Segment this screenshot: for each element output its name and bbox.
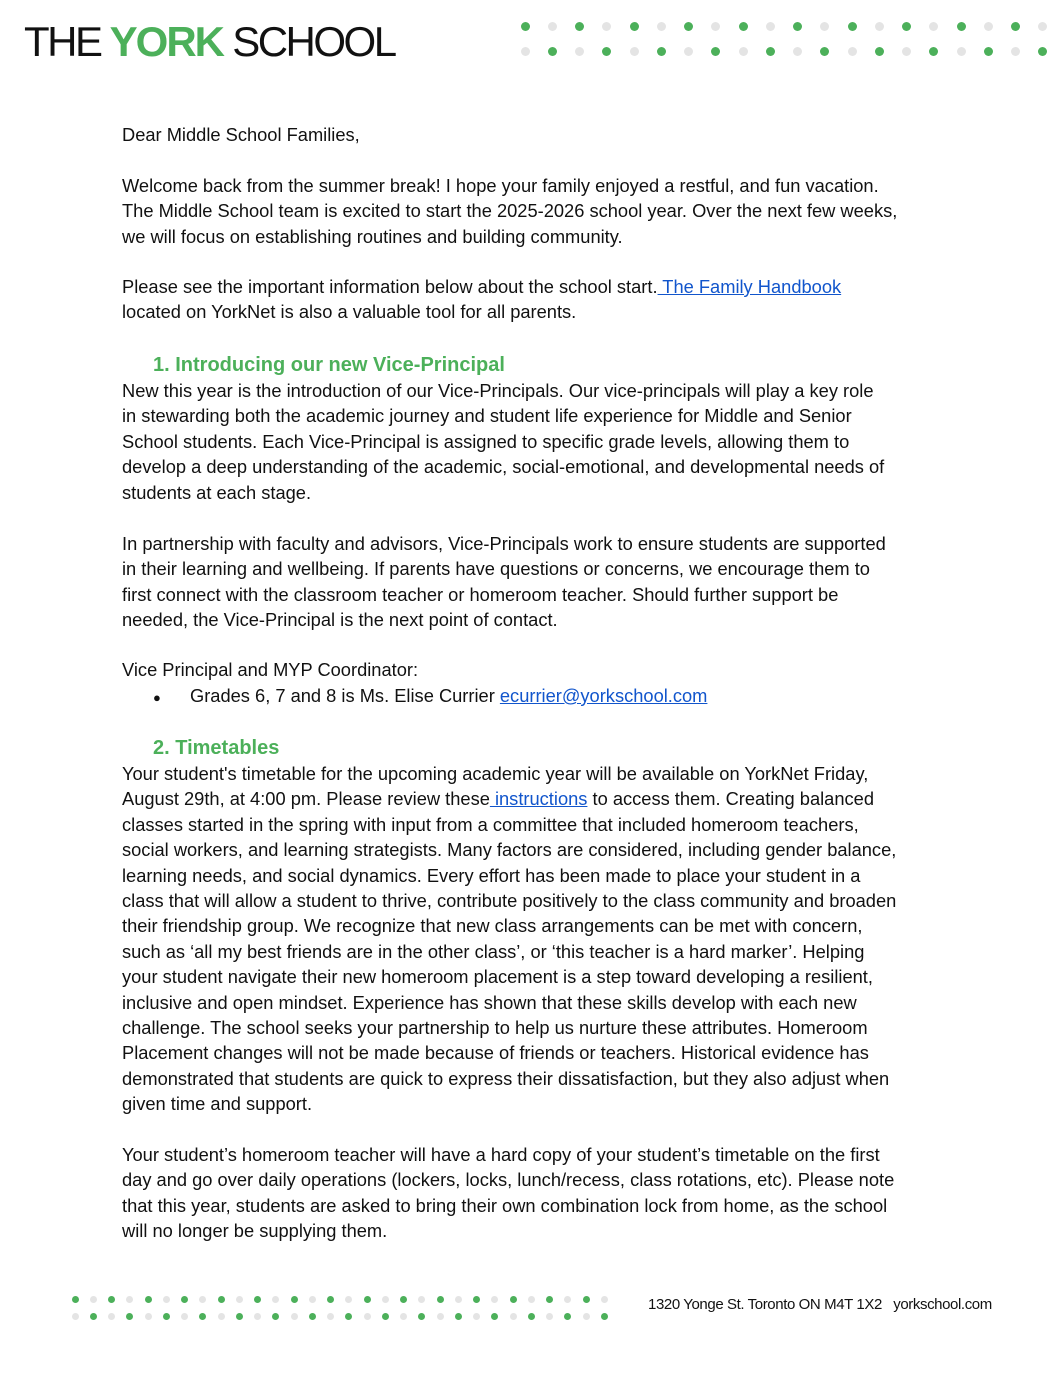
dot <box>510 1296 517 1303</box>
dot <box>145 1296 152 1303</box>
dot <box>236 1313 243 1320</box>
dot <box>291 1313 298 1320</box>
dot <box>364 1296 371 1303</box>
dot <box>455 1313 462 1320</box>
text-line: in stewarding both the academic journey and student life experience for Middle and Senior <box>122 405 852 427</box>
school-logo <box>24 18 395 66</box>
dot <box>583 1313 590 1320</box>
logo-brand: YORK <box>109 18 224 65</box>
family-handbook-link[interactable]: The Family Handbook <box>657 276 842 297</box>
dot <box>902 47 911 56</box>
dot <box>929 47 938 56</box>
logo-text: SCHOOL <box>223 18 395 65</box>
homeroom-paragraph <box>122 1142 894 1244</box>
text-line: day and go over daily operations (lockers, locks, lunch/recess, class rotations, etc). Please note <box>122 1169 895 1191</box>
text-line: such as ‘all my best friends are in the other class’, or ‘this teacher is a hard marker’. Helping <box>122 940 865 962</box>
dot <box>575 22 584 31</box>
text-line: first connect with the classroom teacher or homeroom teacher. Should further support be <box>122 583 839 605</box>
dot <box>199 1296 206 1303</box>
text-line: learning needs, and social dynamics. Every effort has been made to place your student in a <box>122 864 861 886</box>
dot <box>1038 22 1047 31</box>
dot <box>601 1313 608 1320</box>
text-line: Welcome back from the summer break! I hope your family enjoyed a restful, and fun vacation. <box>122 175 879 196</box>
dot <box>820 47 829 56</box>
dot <box>583 1296 590 1303</box>
dot <box>309 1313 316 1320</box>
dot <box>126 1296 133 1303</box>
dot <box>72 1313 79 1320</box>
text-line: your student navigate their new homeroom placement is a step toward developing a resilient, <box>122 966 873 988</box>
dot <box>327 1313 334 1320</box>
dot <box>820 22 829 31</box>
dot <box>564 1296 571 1303</box>
logo-text: THE <box>24 18 110 65</box>
dot <box>272 1296 279 1303</box>
text-line: The Middle School team is excited to start the 2025-2026 school year. Over the next few weeks, <box>122 200 898 222</box>
dot <box>418 1313 425 1320</box>
dot <box>291 1296 298 1303</box>
dot <box>254 1313 261 1320</box>
dot <box>382 1296 389 1303</box>
bullet-item <box>153 683 707 710</box>
dot <box>564 1313 571 1320</box>
dot <box>1038 47 1047 56</box>
text: Grades 6, 7 and 8 is Ms. Elise Currier <box>190 685 500 706</box>
text-line: students at each stage. <box>122 481 312 503</box>
dot <box>126 1313 133 1320</box>
dot <box>546 1313 553 1320</box>
dot <box>145 1313 152 1320</box>
section-heading-vice-principal: 1. Introducing our new Vice-Principal <box>153 354 505 376</box>
dot <box>739 22 748 31</box>
dot <box>875 47 884 56</box>
dot <box>418 1296 425 1303</box>
dot <box>400 1296 407 1303</box>
dot <box>345 1313 352 1320</box>
dot <box>236 1296 243 1303</box>
text: August 29th, at 4:00 pm. Please review these <box>122 788 490 810</box>
text-line: needed, the Vice-Principal is the next point of contact. <box>122 609 558 631</box>
dot <box>548 22 557 31</box>
text-line: Placement changes will not be made because of friends or teachers. Historical evidence has <box>122 1042 869 1064</box>
dot <box>473 1296 480 1303</box>
text-line: challenge. The school seeks your partnership to help us nurture these attributes. Homeroom <box>122 1016 868 1038</box>
dot <box>711 47 720 56</box>
dot <box>181 1313 188 1320</box>
dot <box>684 22 693 31</box>
dot <box>473 1313 480 1320</box>
vice-principal-paragraph <box>122 378 884 505</box>
dot <box>528 1313 535 1320</box>
footer-contact <box>648 1296 992 1313</box>
dot <box>90 1296 97 1303</box>
text-line: Your student's timetable for the upcoming academic year will be available on YorkNet Friday, <box>122 763 869 784</box>
text-line: Your student’s homeroom teacher will have a hard copy of your student’s timetable on the first <box>122 1144 880 1165</box>
dot <box>272 1313 279 1320</box>
greeting: Dear Middle School Families, <box>122 124 360 145</box>
dot <box>684 47 693 56</box>
dot <box>163 1313 170 1320</box>
text-line: located on YorkNet is also a valuable tool for all parents. <box>122 301 577 323</box>
dot <box>510 1313 517 1320</box>
dot <box>491 1313 498 1320</box>
dot <box>199 1313 206 1320</box>
dot <box>957 47 966 56</box>
dot <box>848 47 857 56</box>
dot <box>548 47 557 56</box>
dot <box>437 1313 444 1320</box>
dot <box>218 1313 225 1320</box>
dot <box>902 22 911 31</box>
text-line: their friendship group. We recognize that new class arrangements can be met with concern, <box>122 915 863 937</box>
bullet-icon: ● <box>153 690 161 705</box>
text-line: In partnership with faculty and advisors, Vice-Principals work to ensure students are supported <box>122 533 886 554</box>
dot <box>521 22 530 31</box>
dot <box>848 22 857 31</box>
dot <box>657 47 666 56</box>
dot <box>364 1313 371 1320</box>
dot <box>793 22 802 31</box>
dot <box>766 47 775 56</box>
dot <box>957 22 966 31</box>
text-line: we will focus on establishing routines and building community. <box>122 225 623 247</box>
dot <box>491 1296 498 1303</box>
dot <box>345 1296 352 1303</box>
dot <box>766 22 775 31</box>
dot <box>1011 47 1020 56</box>
dot <box>602 47 611 56</box>
vp-label: Vice Principal and MYP Coordinator: <box>122 659 419 680</box>
dot <box>793 47 802 56</box>
dot <box>984 22 993 31</box>
text-line: social workers, and learning strategists. Many factors are considered, including gender balance, <box>122 839 897 861</box>
dot <box>875 22 884 31</box>
dot <box>601 1296 608 1303</box>
dot <box>163 1296 170 1303</box>
text-line: will no longer be supplying them. <box>122 1220 388 1242</box>
text-line: School students. Each Vice-Principal is assigned to specific grade levels, allowing them to <box>122 430 850 452</box>
dot <box>327 1296 334 1303</box>
dot <box>521 47 530 56</box>
text: to access them. Creating balanced <box>587 788 874 810</box>
text-line: classes started in the spring with input from a committee that included homeroom teachers, <box>122 813 859 835</box>
instructions-link[interactable]: instructions <box>489 788 588 810</box>
dot <box>528 1296 535 1303</box>
dot <box>575 47 584 56</box>
handbook-paragraph <box>122 274 841 325</box>
dot <box>711 22 720 31</box>
dot <box>181 1296 188 1303</box>
dot <box>602 22 611 31</box>
dot <box>739 47 748 56</box>
dot <box>309 1296 316 1303</box>
dot <box>218 1296 225 1303</box>
text-line: New this year is the introduction of our Vice-Principals. Our vice-principals will play a key role <box>122 380 874 401</box>
dot <box>929 22 938 31</box>
text-line: in their learning and wellbeing. If parents have questions or concerns, we encourage them to <box>122 558 870 580</box>
dot <box>630 47 639 56</box>
email-link[interactable]: ecurrier@yorkschool.com <box>499 685 708 706</box>
partnership-paragraph <box>122 531 886 633</box>
text-line: class that will allow a student to thrive, contribute positively to the class community and broaden <box>122 889 897 911</box>
dot <box>382 1313 389 1320</box>
timetable-paragraph <box>122 761 896 1116</box>
text-line: inclusive and open mindset. Experience has shown that these skills develop with each new <box>122 991 857 1013</box>
dot <box>984 47 993 56</box>
dot <box>630 22 639 31</box>
text: Please see the important information below about the school start. <box>122 276 658 297</box>
website: yorkschool.com <box>893 1296 992 1313</box>
dot <box>400 1313 407 1320</box>
dot <box>72 1296 79 1303</box>
dot <box>108 1296 115 1303</box>
text-line: develop a deep understanding of the academic, social-emotional, and developmental needs of <box>122 456 885 478</box>
dot <box>455 1296 462 1303</box>
section-heading-timetables: 2. Timetables <box>153 737 280 759</box>
intro-paragraph <box>122 173 897 249</box>
address: 1320 Yonge St. Toronto ON M4T 1X2 <box>648 1296 882 1313</box>
dot <box>254 1296 261 1303</box>
dot <box>657 22 666 31</box>
dot <box>108 1313 115 1320</box>
dot <box>437 1296 444 1303</box>
dot <box>90 1313 97 1320</box>
text-line: demonstrated that students are quick to express their dissatisfaction, but they also adjust when <box>122 1067 890 1089</box>
text-line: that this year, students are asked to bring their own combination lock from home, as the school <box>122 1194 888 1216</box>
dot <box>546 1296 553 1303</box>
dot <box>1011 22 1020 31</box>
text-line: given time and support. <box>122 1093 313 1115</box>
